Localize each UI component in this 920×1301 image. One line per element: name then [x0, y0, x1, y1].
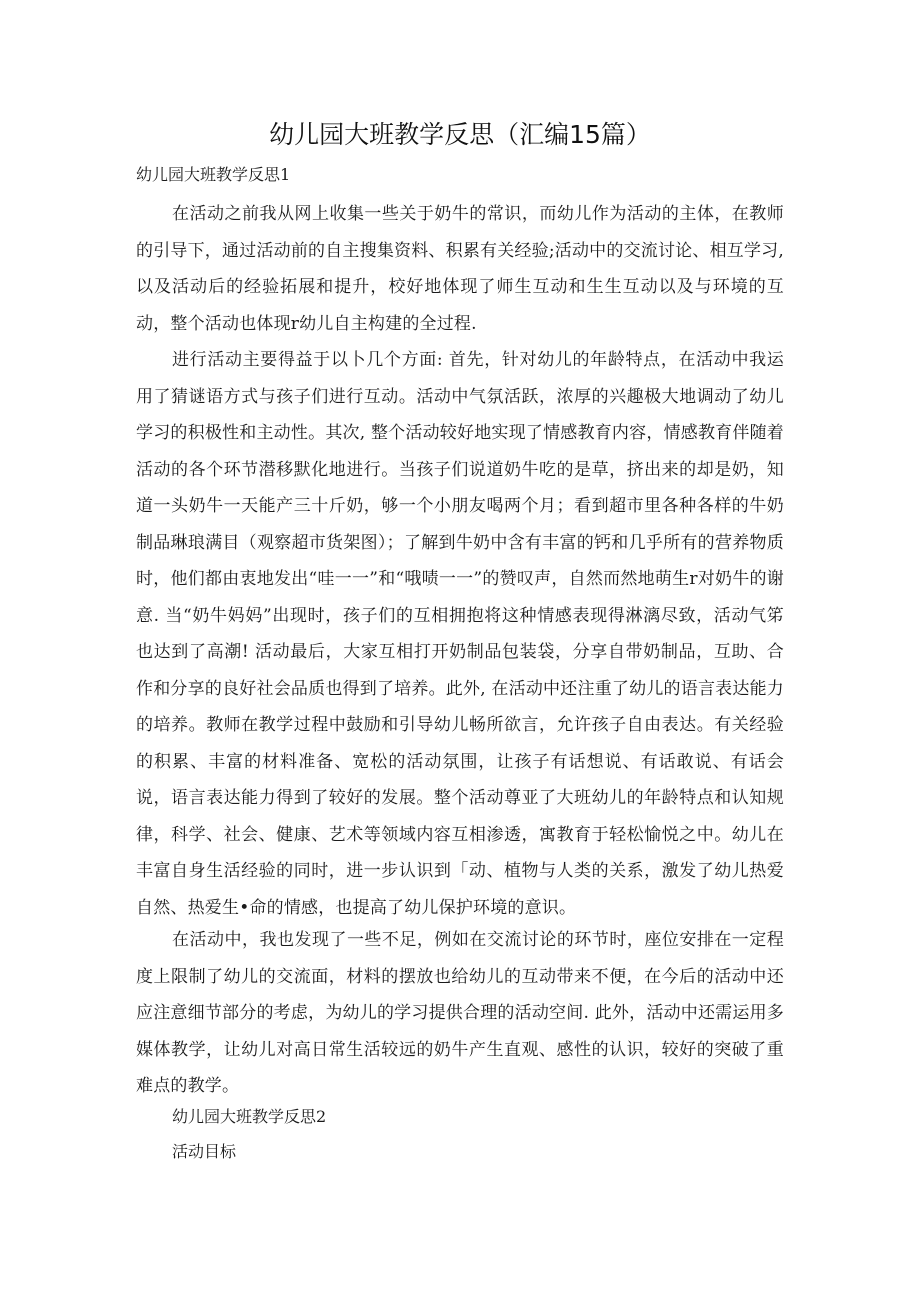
- document-title: 幼儿园大班教学反思（汇编15篇）: [269, 120, 651, 149]
- section-2-subheading: 活动目标: [172, 1142, 237, 1161]
- section-1-heading: 幼儿园大班教学反思1: [136, 165, 291, 184]
- section-2-heading: 幼儿园大班教学反思2: [172, 1107, 327, 1126]
- section-1-paragraph-2: 进行活动主要得益于以卜几个方面: 首先，针对幼儿的年龄特点，在活动中我运用了猜谜语方式与孩子们进行互动。活动中气氛活跃，浓厚的兴趣极大地调动了幼儿学习的积极性和主动性。其次, 整个活动较好地实现了情感教育内容，情感教育伴随着活动的各个环节潜移默化地进行。当孩子们说道奶牛吃的是草，挤出来的却是奶，知道一头奶牛一天能产三十斤奶，够一个小朋友喝两个月；看到超市里各种各样的牛奶制品琳琅满目（观察超市货架图）；了解到牛奶中含有丰富的钙和几乎所有的营养物质时，他们都由衷地发出“哇一一”和“哦啧一一”的赞叹声，自然而然地萌生r对奶牛的谢意. 当“奶牛妈妈”出现时，孩子们的互相拥抱将这种情感表现得淋漓尽致，活动气笫也达到了高潮! 活动最后，大家互相打开奶制品包装袋，分享自带奶制品，互助、合作和分享的良好社会品质也得到了培养。此外, 在活动中还注重了幼儿的语言表达能力的培养。教师在教学过程中鼓励和引导幼儿畅所欲言，允许孩子自由表达。有关经验的积累、丰富的材料准备、宽松的活动氛围，让孩子有话想说、有话敢说、有话会说，语言表达能力得到了较好的发展。整个活动尊亚了大班幼儿的年龄特点和认知规律，科学、社会、健康、艺术等领域内容互相渗透，寓教育于轻松愉悦之中。幼儿在丰富自身生活经验的同时，进一步认识到「动、植物与人类的关系，激发了幼儿热爱自然、热爱生•命的情感，也提高了幼儿保护环境的意识。: [136, 350, 784, 918]
- section-1-paragraph-3: 在活动中，我也发现了一些不足，例如在交流讨论的环节时，座位安排在一定程度上限制了幼儿的交流面，材料的摆放也给幼儿的互动带来不便，在今后的活动中还应注意细节部分的考虑，为幼儿的学习提供合理的活动空间. 此外，活动中还需运用多媒体教学，让幼儿对高日常生活较远的奶牛产生直观、感性的认识，较好的突破了重难点的教学。: [136, 930, 784, 1096]
- section-1-paragraph-1: 在活动之前我从网上收集一些关于奶牛的常识，而幼儿作为活动的主体，在教师的引导下，通过活动前的自主搜集资料、积累有关经验;活动中的交流讨论、相互学习, 以及活动后的经验拓展和提升，校好地体现了师生互动和生生互动以及与环境的互动，整个活动也体现r幼儿自主构建的全过程.: [136, 204, 784, 334]
